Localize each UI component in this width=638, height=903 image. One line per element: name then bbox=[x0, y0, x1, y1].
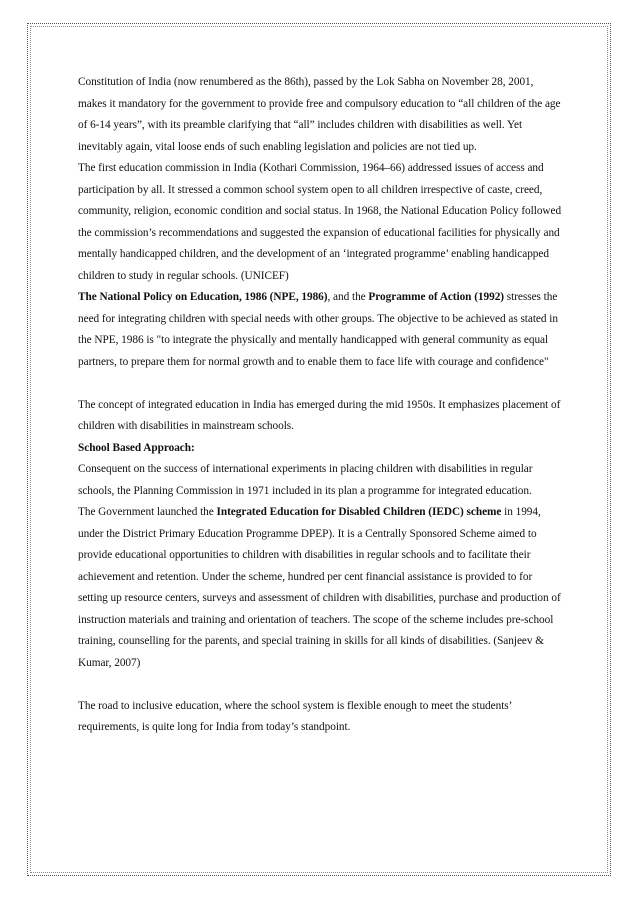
paragraph-gap bbox=[78, 373, 562, 395]
paragraph-kothari-commission: The first education commission in India (Kothari Commission, 1964–66) addressed issues of access and participation by all. It stressed a common school system open to all children irrespective of caste, creed, community, religion, economic condition and social status. In 1968, the National Education Policy followed the commission’s recommendations and suggested the expansion of educational facilities for physically and mentally handicapped children, and the development of an ‘integrated programme’ enabling handicapped children to study in regular schools. (UNICEF) bbox=[78, 162, 562, 282]
paragraph-integrated-education: The concept of integrated education in India has emerged during the mid 1950s. It emphasizes placement of children with disabilities in mainstream schools. bbox=[78, 398, 561, 432]
heading-school-based-approach: School Based Approach: bbox=[78, 441, 195, 454]
iedc-bold-title: Integrated Education for Disabled Children (IEDC) scheme bbox=[216, 506, 502, 518]
poa-bold-title: Programme of Action (1992) bbox=[368, 291, 505, 303]
paragraph-gap bbox=[78, 674, 562, 696]
paragraph-constitution: Constitution of India (now renumbered as the 86th), passed by the Lok Sabha on November 28, 2001, makes it mandatory for the government to provide free and compulsory education to “all children of the age of 6-14 years”, with its preamble clarifying that “all” includes children with disabilities as well. Yet inevitably again, vital loose ends of such enabling legislation and policies are not tied up. bbox=[78, 76, 561, 153]
npe-connector: , and the bbox=[327, 291, 369, 303]
npe-body: stresses the need for integrating children with special needs with other groups. The objective to be achieved as stated in the NPE, 1986 is "to integrate the physically and mentally handicapped with general community as equal partners, to prepare them for normal growth and to enable them to face life with courage and confidence" bbox=[78, 291, 558, 368]
paragraph-planning-commission: Consequent on the success of international experiments in placing children with disabilities in regular schools, the Planning Commission in 1971 included in its plan a programme for integrated education. bbox=[78, 463, 533, 497]
paragraph-inclusive-education: The road to inclusive education, where the school system is flexible enough to meet the students’ requirements, is quite long for India from today’s standpoint. bbox=[78, 699, 512, 733]
document-body bbox=[78, 72, 562, 739]
paragraph-npe-1986 bbox=[78, 287, 562, 373]
npe-bold-title: The National Policy on Education, 1986 (NPE, 1986) bbox=[78, 291, 328, 303]
paragraph-iedc-scheme bbox=[78, 502, 562, 674]
iedc-body: in 1994, under the District Primary Education Programme DPEP). It is a Centrally Sponsored Scheme aimed to provide educational opportunities to children with disabilities in regular schools and to facilitate their achievement and retention. Under the scheme, hundred per cent financial assistance is provided to for setting up resource centers, surveys and assessment of children with disabilities, purchase and production of instruction materials and training and orientation of teachers. The scope of the scheme includes pre-school training, counselling for the parents, and special training in skills for all kinds of disabilities. (Sanjeev & Kumar, 2007) bbox=[78, 506, 561, 669]
iedc-intro: The Government launched the bbox=[78, 506, 217, 518]
